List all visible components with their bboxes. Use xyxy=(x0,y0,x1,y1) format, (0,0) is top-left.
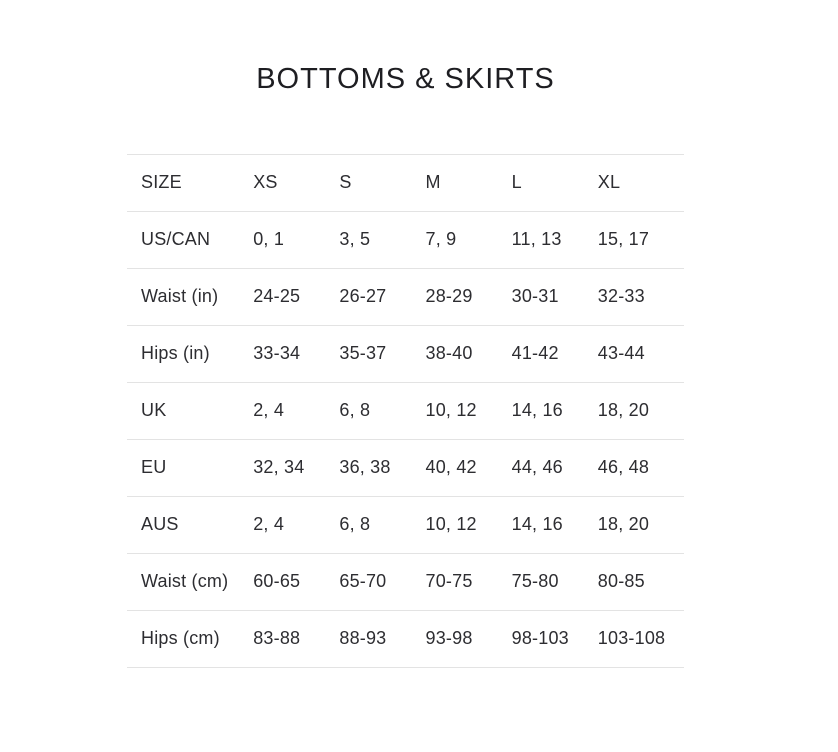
size-value: 15, 17 xyxy=(597,229,650,250)
size-value: 26-27 xyxy=(339,286,387,307)
table-header-row xyxy=(127,154,684,211)
column-header-xl: XL xyxy=(597,172,621,193)
page-title: BOTTOMS & SKIRTS xyxy=(256,63,555,95)
table-row-uk xyxy=(127,382,684,439)
size-value: 75-80 xyxy=(511,571,559,592)
table-row-hips-cm xyxy=(127,610,684,667)
size-value: 2, 4 xyxy=(253,400,285,421)
size-value: 24-25 xyxy=(253,286,301,307)
size-value: 32, 34 xyxy=(253,457,305,478)
size-value: 93-98 xyxy=(425,628,473,649)
table-row-waist-in xyxy=(127,268,684,325)
row-label: Waist (in) xyxy=(141,286,219,307)
size-value: 43-44 xyxy=(597,343,645,364)
size-value: 10, 12 xyxy=(425,400,477,421)
row-label: AUS xyxy=(141,514,179,535)
size-chart-section xyxy=(127,0,684,668)
row-label: UK xyxy=(141,400,167,421)
size-value: 80-85 xyxy=(597,571,645,592)
size-value: 38-40 xyxy=(425,343,473,364)
size-value: 10, 12 xyxy=(425,514,477,535)
column-header-s: S xyxy=(339,172,352,193)
column-header-xs: XS xyxy=(253,172,278,193)
size-value: 65-70 xyxy=(339,571,387,592)
size-value: 83-88 xyxy=(253,628,301,649)
column-header-size: SIZE xyxy=(141,172,182,193)
row-label: US/CAN xyxy=(141,229,211,250)
size-value: 0, 1 xyxy=(253,229,285,250)
size-value: 60-65 xyxy=(253,571,301,592)
size-value: 30-31 xyxy=(511,286,559,307)
row-label: Hips (cm) xyxy=(141,628,220,649)
size-value: 46, 48 xyxy=(597,457,650,478)
size-value: 36, 38 xyxy=(339,457,391,478)
table-row-eu xyxy=(127,439,684,496)
size-value: 98-103 xyxy=(511,628,569,649)
size-value: 33-34 xyxy=(253,343,301,364)
size-value: 103-108 xyxy=(597,628,666,649)
size-value: 70-75 xyxy=(425,571,473,592)
size-value: 6, 8 xyxy=(339,400,371,421)
column-header-l: L xyxy=(511,172,522,193)
table-row-hips-in xyxy=(127,325,684,382)
size-value: 3, 5 xyxy=(339,229,371,250)
size-value: 88-93 xyxy=(339,628,387,649)
table-row-aus xyxy=(127,496,684,553)
size-value: 14, 16 xyxy=(511,400,563,421)
row-label: EU xyxy=(141,457,167,478)
table-row-us-can xyxy=(127,211,684,268)
size-chart-table xyxy=(127,154,684,668)
table-row-waist-cm xyxy=(127,553,684,610)
row-label: Waist (cm) xyxy=(141,571,229,592)
size-value: 14, 16 xyxy=(511,514,563,535)
size-value: 11, 13 xyxy=(511,229,562,250)
size-value: 6, 8 xyxy=(339,514,371,535)
size-value: 28-29 xyxy=(425,286,473,307)
size-value: 44, 46 xyxy=(511,457,563,478)
row-label: Hips (in) xyxy=(141,343,210,364)
size-value: 32-33 xyxy=(597,286,645,307)
size-value: 41-42 xyxy=(511,343,559,364)
size-value: 35-37 xyxy=(339,343,387,364)
size-value: 40, 42 xyxy=(425,457,477,478)
size-value: 7, 9 xyxy=(425,229,457,250)
column-header-m: M xyxy=(425,172,441,193)
size-value: 18, 20 xyxy=(597,514,650,535)
size-value: 2, 4 xyxy=(253,514,285,535)
size-value: 18, 20 xyxy=(597,400,650,421)
